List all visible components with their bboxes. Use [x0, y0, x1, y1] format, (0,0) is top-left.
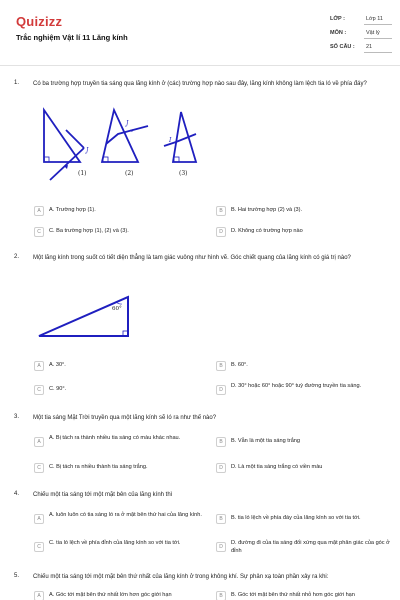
- option-text: D. 30° hoặc 60° hoặc 90° tuỳ đường truyền tia sáng.: [231, 383, 362, 389]
- option-text: A. Góc tới mặt bên thứ nhất lớn hơn góc giới hạn: [49, 592, 172, 598]
- question-text: Một tia sáng Mặt Trời truyền qua một lăng kính sẽ ló ra như thế nào?: [33, 415, 217, 421]
- question-text: Chiếu một tia sáng tới một mặt bên thứ nhất của lăng kính ở trong không khí. Sự phản xạ toàn phần xảy ra khi:: [33, 574, 329, 580]
- prism-figure-three-cases: [36, 104, 206, 184]
- option-letter-box[interactable]: C: [34, 385, 44, 395]
- option-letter-box[interactable]: C: [34, 227, 44, 237]
- answer-option[interactable]: [34, 433, 204, 449]
- option-letter-box[interactable]: B: [216, 206, 226, 216]
- header-divider: [0, 65, 400, 66]
- question-number: 5.: [14, 573, 20, 579]
- answer-option[interactable]: [216, 360, 386, 376]
- question-number: 4.: [14, 491, 20, 497]
- option-letter-box[interactable]: D: [216, 227, 226, 237]
- ray-label-i: I: [169, 137, 172, 144]
- option-text: C. Ba trường hợp (1), (2) và (3).: [49, 228, 129, 234]
- option-text: D. Không có trường hợp nào: [231, 228, 303, 234]
- answer-option[interactable]: [34, 462, 204, 478]
- question-number: 2.: [14, 254, 20, 260]
- option-letter-box[interactable]: D: [216, 463, 226, 473]
- answer-option[interactable]: [34, 360, 204, 376]
- prism-2: [102, 110, 138, 162]
- answer-option[interactable]: [216, 590, 386, 600]
- option-letter-box[interactable]: B: [216, 361, 226, 371]
- meta-underline: [364, 38, 392, 39]
- option-text: B. tia ló lệch về phía đáy của lăng kính so với tia tới.: [231, 515, 361, 521]
- answer-option[interactable]: [34, 510, 204, 526]
- meta-row-subject: [330, 30, 392, 44]
- answer-option[interactable]: [216, 513, 386, 529]
- meta-label: MÔN :: [330, 30, 347, 36]
- answer-option[interactable]: [216, 538, 390, 554]
- question-text: Một lăng kính trong suốt có tiết diện thẳng là tam giác vuông như hình vẽ. Góc chiết quang của lăng kính có giá trị nào?: [33, 255, 351, 261]
- option-text: A. Bị tách ra thành nhiều tia sáng có màu khác nhau.: [49, 435, 181, 441]
- meta-value: Vật lý: [366, 30, 380, 36]
- answer-option[interactable]: [34, 590, 204, 600]
- question-number: 3.: [14, 414, 20, 420]
- ray-2: [106, 126, 148, 144]
- prism-3: [173, 112, 196, 162]
- option-text: A. 30°.: [49, 362, 66, 368]
- meta-underline: [364, 52, 392, 53]
- option-text: B. Hai trường hợp (2) và (3).: [231, 207, 303, 213]
- meta-info: [330, 16, 392, 58]
- figure-label-1: (1): [78, 170, 87, 177]
- option-text: D. đường đi của tia sáng đối xứng qua mặt phân giác của góc ở đỉnh: [231, 540, 390, 554]
- ray-label-j: J: [126, 120, 129, 127]
- option-text: B. Góc tới mặt bên thứ nhất nhỏ hơn góc giới hạn: [231, 592, 355, 598]
- answer-option[interactable]: [34, 538, 204, 554]
- option-letter-box[interactable]: B: [216, 437, 226, 447]
- meta-underline: [364, 24, 392, 25]
- meta-row-class: [330, 16, 392, 30]
- figure-label-3: (3): [179, 170, 188, 177]
- meta-value: 21: [366, 44, 373, 50]
- page-title: Trắc nghiệm Vật lí 11 Lăng kính: [16, 33, 128, 42]
- option-letter-box[interactable]: A: [34, 514, 44, 524]
- option-letter-box[interactable]: C: [34, 542, 44, 552]
- option-text: A. Trường hợp (1).: [49, 207, 96, 213]
- worksheet-header: [0, 0, 400, 64]
- option-letter-box[interactable]: D: [216, 385, 226, 395]
- option-letter-box[interactable]: B: [216, 514, 226, 524]
- quizizz-logo: Quizizz: [16, 14, 63, 29]
- option-text: C. Bị tách ra nhiều thành tia sáng trắng.: [49, 464, 148, 470]
- option-text: B. 60°.: [231, 362, 248, 368]
- option-letter-box[interactable]: B: [216, 591, 226, 600]
- meta-value: Lớp 11: [366, 16, 383, 22]
- option-letter-box[interactable]: A: [34, 591, 44, 600]
- answer-option[interactable]: [34, 205, 204, 221]
- option-text: D. Là một tia sáng trắng có viền màu: [231, 464, 323, 470]
- question-text: Có ba trường hợp truyền tia sáng qua lăng kính ở (các) trường hợp nào sau đây, lăng kính không làm lệch tia ló về phía đáy?: [33, 81, 367, 87]
- option-letter-box[interactable]: A: [34, 437, 44, 447]
- meta-label: LỚP :: [330, 16, 345, 22]
- option-letter-box[interactable]: A: [34, 361, 44, 371]
- meta-row-count: [330, 44, 392, 58]
- right-triangle-prism-figure: [36, 292, 136, 342]
- meta-label: SỐ CÂU :: [330, 44, 355, 50]
- question-number: 1.: [14, 80, 20, 86]
- answer-option[interactable]: [216, 436, 386, 452]
- answer-option[interactable]: [34, 384, 204, 400]
- question-text: Chiếu một tia sáng tới một mặt bên của lăng kính thì: [33, 492, 173, 498]
- option-letter-box[interactable]: D: [216, 542, 226, 552]
- ray-label-j: J: [86, 147, 89, 154]
- angle-label: 60°: [112, 306, 122, 312]
- figure-label-2: (2): [125, 170, 134, 177]
- option-text: C. 90°.: [49, 386, 67, 392]
- option-letter-box[interactable]: A: [34, 206, 44, 216]
- answer-option[interactable]: [34, 226, 204, 242]
- prism-1: [44, 110, 80, 162]
- option-text: A. luôn luôn có tia sáng ló ra ở mặt bên thứ hai của lăng kính.: [49, 512, 202, 518]
- option-text: C. tia ló lệch về phía đỉnh của lăng kính so với tia tới.: [49, 540, 181, 546]
- answer-option[interactable]: [216, 205, 386, 221]
- answer-option[interactable]: [216, 381, 386, 397]
- option-letter-box[interactable]: C: [34, 463, 44, 473]
- answer-option[interactable]: [216, 462, 386, 478]
- option-text: B. Vẫn là một tia sáng trắng: [231, 438, 301, 444]
- answer-option[interactable]: [216, 226, 386, 242]
